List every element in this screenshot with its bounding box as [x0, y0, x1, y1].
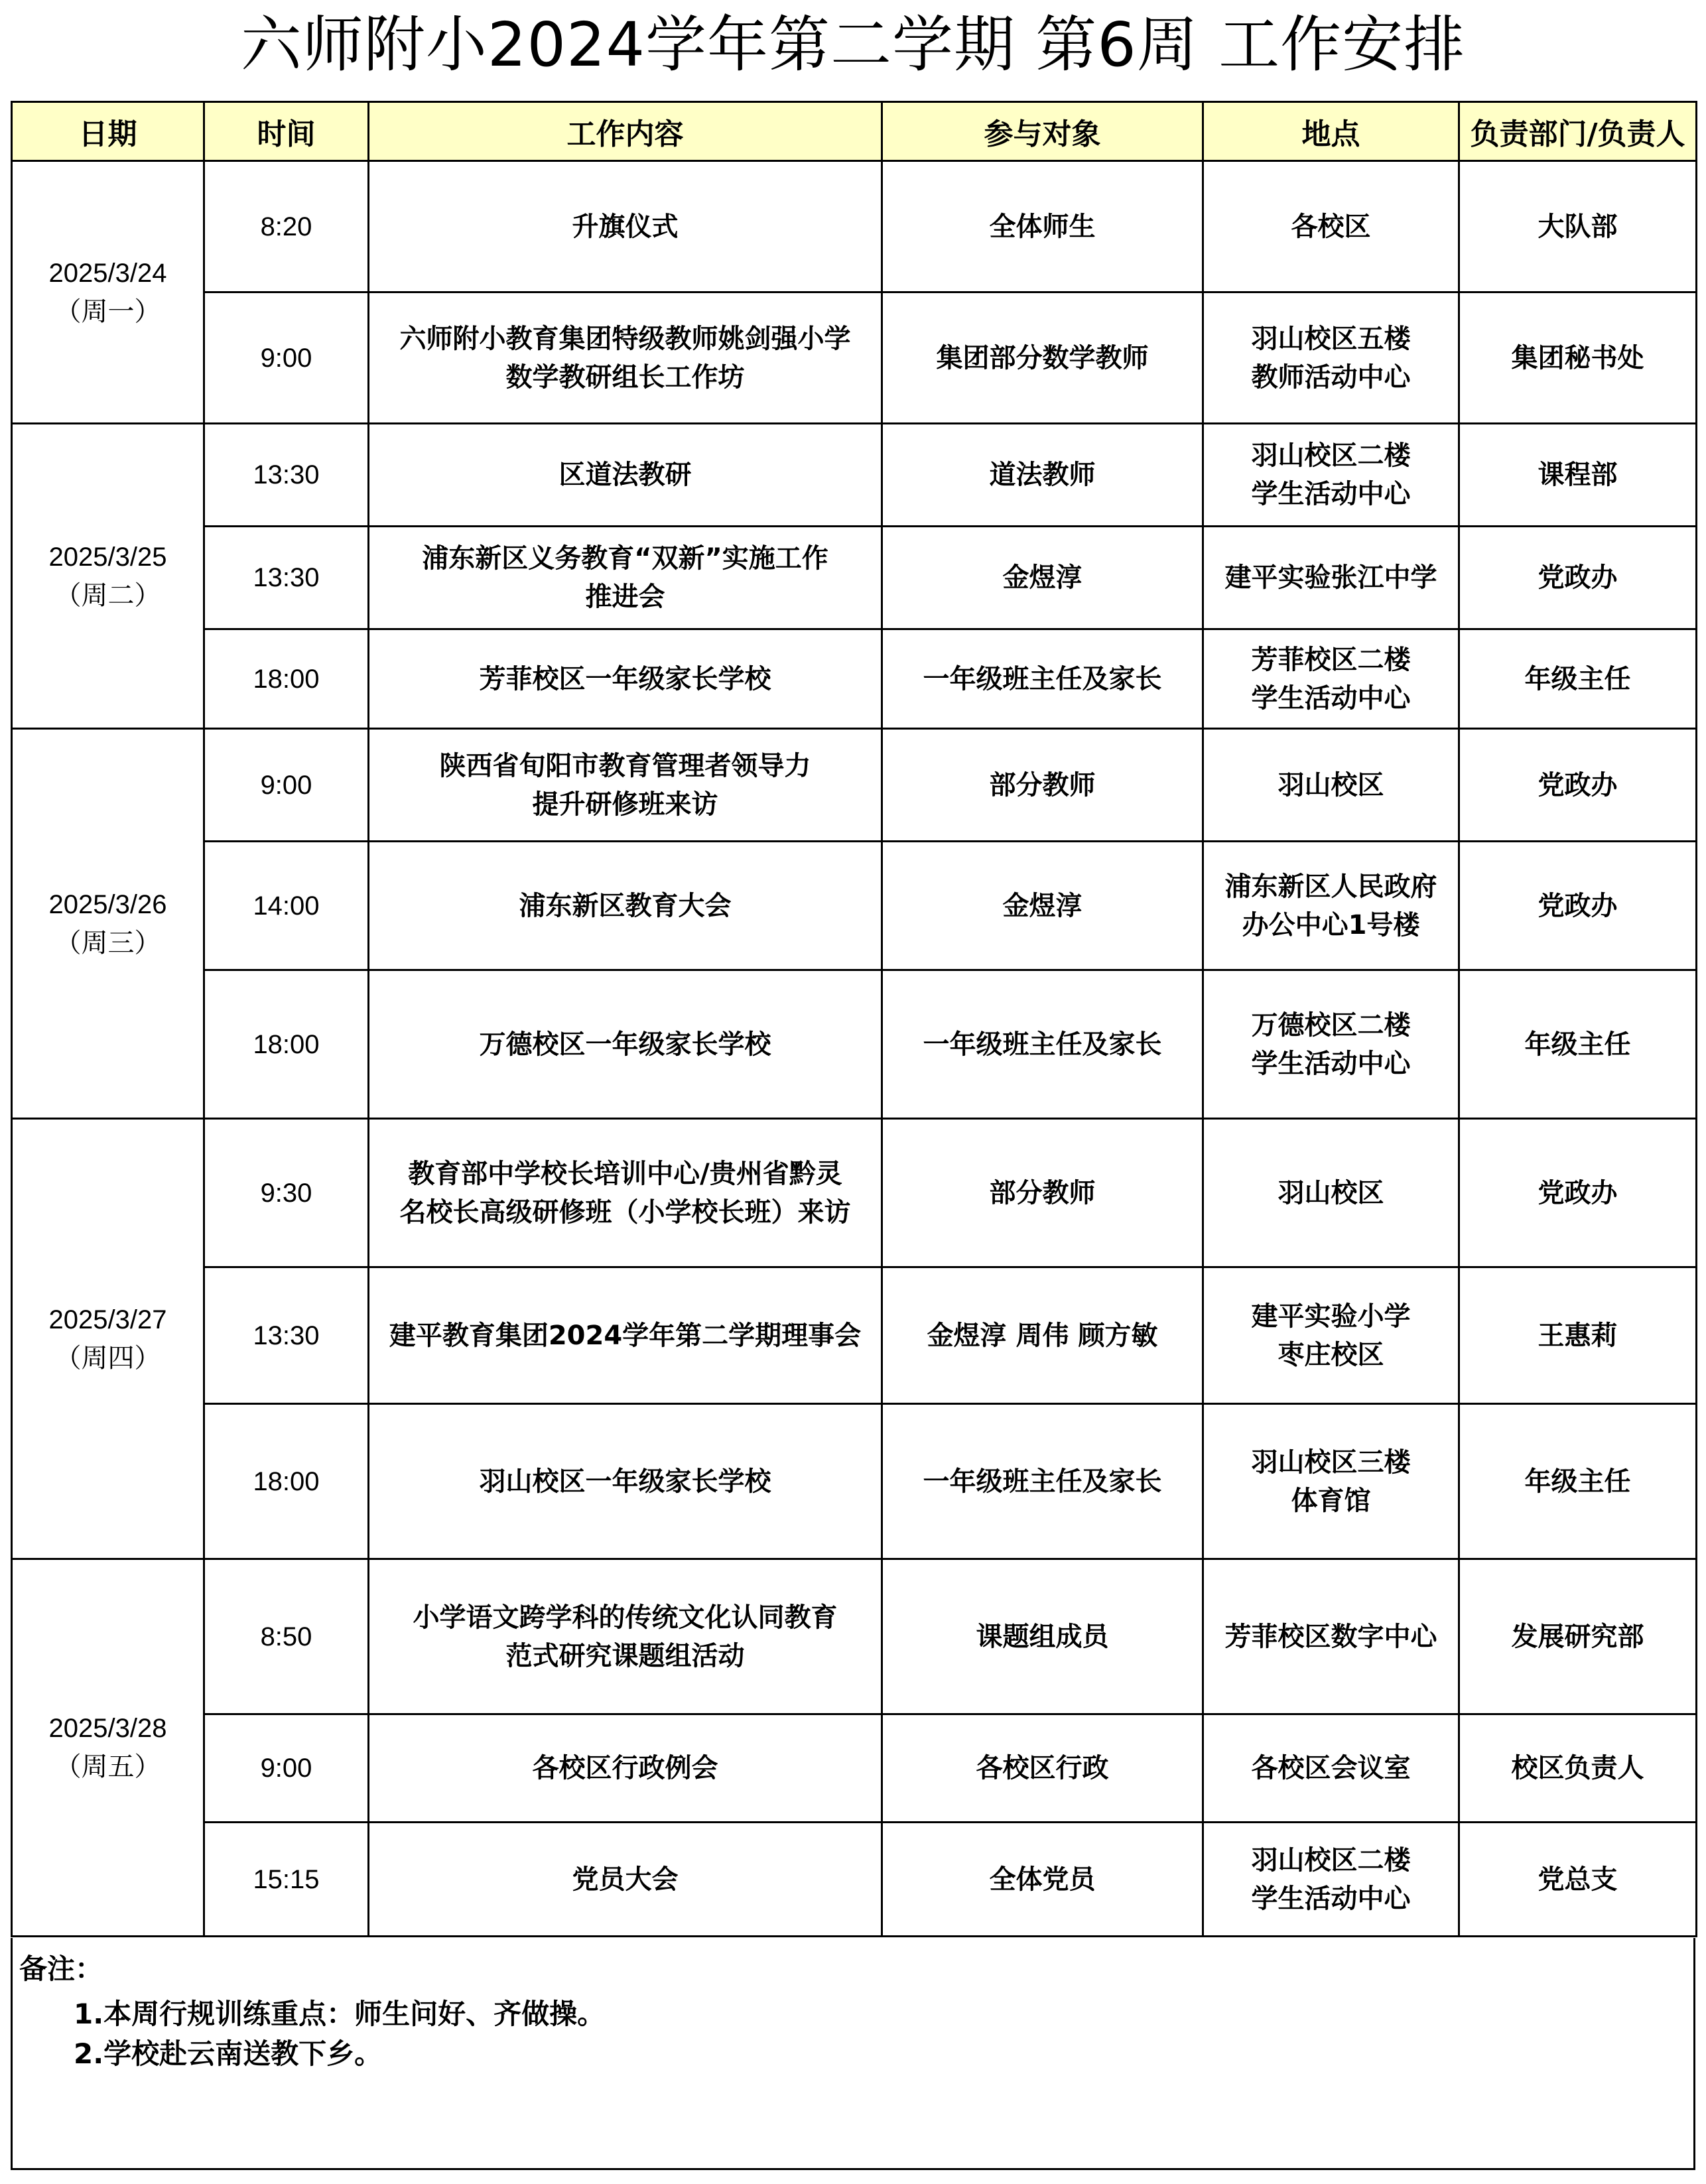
weekday-text: （周三）: [54, 928, 161, 958]
header-time: 时间: [204, 102, 369, 161]
owner-cell-line: 集团秘书处: [1511, 342, 1644, 373]
owner-cell-line: 党总支: [1538, 1864, 1618, 1895]
owner-cell: [1459, 1714, 1697, 1823]
location-cell: [1203, 161, 1459, 292]
content-cell-line: 名校长高级研修班（小学校长班）来访: [399, 1196, 851, 1228]
time-cell: 15:15: [204, 1823, 369, 1937]
owner-cell: [1459, 1559, 1697, 1714]
location-cell-line: 教师活动中心: [1251, 361, 1411, 393]
table-row: [12, 424, 1697, 527]
content-cell-line: 区道法教研: [558, 460, 692, 490]
time-cell: 9:30: [204, 1119, 369, 1267]
owner-cell: [1459, 1823, 1697, 1937]
location-cell-line: 枣庄校区: [1278, 1339, 1384, 1370]
owner-cell-line: 党政办: [1538, 769, 1618, 801]
location-cell-line: 羽山校区二楼: [1251, 1844, 1411, 1876]
participants-cell-line: 一年级班主任及家长: [923, 1029, 1162, 1060]
participants-cell: [882, 1267, 1203, 1404]
owner-cell: [1459, 527, 1697, 629]
header-location: 地点: [1203, 102, 1459, 161]
content-cell: [369, 729, 882, 842]
header-row: [12, 102, 1697, 161]
owner-cell-line: 王惠莉: [1538, 1320, 1618, 1351]
participants-cell: [882, 970, 1203, 1119]
participants-cell-line: 各校区行政: [976, 1753, 1109, 1783]
header-date: 日期: [12, 102, 204, 161]
note-item: 1.本周行规训练重点：师生问好、齐做操。: [74, 1998, 606, 2030]
location-cell: [1203, 424, 1459, 527]
location-cell-line: 羽山校区: [1278, 1177, 1384, 1208]
location-cell-line: 浦东新区人民政府: [1224, 871, 1437, 902]
time-cell: 9:00: [204, 1714, 369, 1823]
participants-cell: [882, 161, 1203, 292]
location-cell: [1203, 292, 1459, 424]
owner-cell: [1459, 1119, 1697, 1267]
content-cell-line: 浦东新区义务教育“双新”实施工作: [422, 543, 828, 574]
content-cell-line: 各校区行政例会: [532, 1753, 718, 1783]
table-row: [12, 161, 1697, 292]
owner-cell-line: 校区负责人: [1511, 1753, 1644, 1783]
content-cell: [369, 1714, 882, 1823]
time-cell: 13:30: [204, 424, 369, 527]
content-cell: [369, 1267, 882, 1404]
participants-cell: [882, 1119, 1203, 1267]
table-row: [12, 629, 1697, 729]
table-row: [12, 1714, 1697, 1823]
date-text: 2025/3/24: [48, 258, 167, 288]
location-cell: [1203, 1823, 1459, 1937]
table-row: [12, 1823, 1697, 1937]
participants-cell-line: 全体党员: [989, 1864, 1096, 1895]
location-cell-line: 羽山校区五楼: [1251, 323, 1411, 354]
time-cell: 18:00: [204, 970, 369, 1119]
location-cell-line: 办公中心1号楼: [1242, 909, 1420, 940]
location-cell: [1203, 729, 1459, 842]
schedule-body: [12, 161, 1697, 1937]
owner-cell: [1459, 842, 1697, 970]
table-row: [12, 970, 1697, 1119]
location-cell: [1203, 1559, 1459, 1714]
participants-cell: [882, 424, 1203, 527]
location-cell-line: 建平实验张江中学: [1224, 562, 1437, 593]
time-cell: 18:00: [204, 629, 369, 729]
schedule-table: [11, 101, 1697, 1937]
time-cell: 14:00: [204, 842, 369, 970]
participants-cell: [882, 527, 1203, 629]
content-cell: [369, 1823, 882, 1937]
content-cell: [369, 292, 882, 424]
notes-label: 备注：: [19, 1953, 103, 1985]
owner-cell: [1459, 161, 1697, 292]
owner-cell-line: 党政办: [1538, 890, 1618, 921]
location-cell-line: 建平实验小学: [1251, 1301, 1411, 1332]
notes-section: [11, 1938, 1695, 2170]
content-cell-line: 六师附小教育集团特级教师姚剑强小学: [399, 323, 851, 354]
date-text: 2025/3/26: [48, 889, 167, 919]
owner-cell-line: 年级主任: [1524, 1466, 1631, 1497]
owner-cell-line: 年级主任: [1524, 663, 1631, 694]
table-row: [12, 1119, 1697, 1267]
time-cell: 9:00: [204, 292, 369, 424]
time-cell: 8:50: [204, 1559, 369, 1714]
owner-cell-line: 课程部: [1538, 460, 1618, 490]
location-cell-line: 羽山校区: [1278, 769, 1384, 801]
content-cell: [369, 842, 882, 970]
time-cell: 9:00: [204, 729, 369, 842]
owner-cell: [1459, 1267, 1697, 1404]
content-cell-line: 党员大会: [572, 1864, 679, 1895]
weekday-text: （周四）: [54, 1343, 161, 1373]
participants-cell-line: 道法教师: [989, 460, 1096, 490]
participants-cell: [882, 842, 1203, 970]
date-text: 2025/3/28: [48, 1714, 167, 1743]
owner-cell: [1459, 292, 1697, 424]
weekday-text: （周五）: [54, 1752, 161, 1781]
time-cell: 13:30: [204, 1267, 369, 1404]
location-cell-line: 各校区: [1291, 211, 1371, 242]
header-content: 工作内容: [369, 102, 882, 161]
location-cell-line: 学生活动中心: [1251, 479, 1411, 509]
weekday-text: （周一）: [54, 296, 161, 326]
participants-cell: [882, 1823, 1203, 1937]
table-row: [12, 1559, 1697, 1714]
participants-cell-line: 一年级班主任及家长: [923, 1466, 1162, 1497]
weekday-text: （周二）: [54, 580, 161, 610]
note-item: 2.学校赴云南送教下乡。: [74, 2037, 383, 2070]
location-cell-line: 羽山校区二楼: [1251, 440, 1411, 471]
content-cell: [369, 1119, 882, 1267]
owner-cell: [1459, 729, 1697, 842]
owner-cell: [1459, 1404, 1697, 1559]
participants-cell-line: 课题组成员: [976, 1621, 1109, 1652]
content-cell-line: 羽山校区一年级家长学校: [479, 1466, 771, 1497]
date-text: 2025/3/27: [48, 1305, 167, 1334]
participants-cell-line: 全体师生: [989, 211, 1096, 242]
time-cell: 18:00: [204, 1404, 369, 1559]
location-cell: [1203, 842, 1459, 970]
content-cell-line: 建平教育集团2024学年第二学期理事会: [389, 1320, 862, 1351]
content-cell: [369, 161, 882, 292]
content-cell-line: 提升研修班来访: [532, 789, 718, 820]
owner-cell-line: 发展研究部: [1511, 1621, 1644, 1652]
location-cell: [1203, 527, 1459, 629]
participants-cell-line: 一年级班主任及家长: [923, 663, 1162, 694]
participants-cell: [882, 729, 1203, 842]
header-owner: 负责部门/负责人: [1459, 102, 1697, 161]
owner-cell-line: 大队部: [1538, 211, 1618, 242]
page-title: 六师附小2024学年第二学期 第6周 工作安排: [240, 9, 1466, 80]
content-cell-line: 小学语文跨学科的传统文化认同教育: [413, 1602, 838, 1633]
content-cell: [369, 629, 882, 729]
owner-cell-line: 党政办: [1538, 562, 1618, 593]
header-participants: 参与对象: [882, 102, 1203, 161]
location-cell: [1203, 1404, 1459, 1559]
location-cell-line: 各校区会议室: [1251, 1753, 1411, 1783]
table-row: [12, 1267, 1697, 1404]
owner-cell-line: 党政办: [1538, 1177, 1618, 1208]
content-cell-line: 陕西省旬阳市教育管理者领导力: [439, 750, 811, 781]
location-cell-line: 体育馆: [1291, 1485, 1371, 1516]
content-cell-line: 范式研究课题组活动: [505, 1640, 745, 1671]
participants-cell-line: 金煜淳 周伟 顾方敏: [927, 1320, 1158, 1351]
content-cell-line: 浦东新区教育大会: [519, 890, 732, 921]
date-cell: [12, 424, 204, 729]
date-cell: [12, 1119, 204, 1559]
date-cell: [12, 1559, 204, 1937]
location-cell-line: 学生活动中心: [1251, 1883, 1411, 1914]
location-cell: [1203, 1267, 1459, 1404]
owner-cell: [1459, 424, 1697, 527]
content-cell-line: 数学教研组长工作坊: [505, 361, 745, 393]
location-cell-line: 羽山校区三楼: [1251, 1446, 1411, 1478]
date-text: 2025/3/25: [48, 542, 167, 572]
content-cell-line: 教育部中学校长培训中心/贵州省黔灵: [408, 1158, 842, 1189]
participants-cell-line: 集团部分数学教师: [936, 342, 1149, 373]
location-cell-line: 芳菲校区数字中心: [1224, 1621, 1437, 1652]
content-cell: [369, 1559, 882, 1714]
participants-cell: [882, 1714, 1203, 1823]
participants-cell: [882, 1404, 1203, 1559]
table-row: [12, 729, 1697, 842]
table-row: [12, 527, 1697, 629]
owner-cell-line: 年级主任: [1524, 1029, 1631, 1060]
location-cell: [1203, 1119, 1459, 1267]
table-row: [12, 842, 1697, 970]
content-cell: [369, 424, 882, 527]
content-cell-line: 推进会: [585, 582, 665, 612]
location-cell-line: 万德校区二楼: [1251, 1009, 1411, 1041]
participants-cell-line: 部分教师: [989, 1177, 1096, 1208]
table-row: [12, 1404, 1697, 1559]
location-cell: [1203, 1714, 1459, 1823]
content-cell-line: 升旗仪式: [572, 211, 679, 242]
participants-cell: [882, 1559, 1203, 1714]
location-cell-line: 芳菲校区二楼: [1251, 644, 1411, 675]
content-cell-line: 万德校区一年级家长学校: [479, 1029, 771, 1060]
participants-cell-line: 部分教师: [989, 769, 1096, 801]
participants-cell-line: 金煜淳: [1002, 890, 1083, 921]
participants-cell: [882, 629, 1203, 729]
time-cell: 8:20: [204, 161, 369, 292]
location-cell-line: 学生活动中心: [1251, 682, 1411, 714]
location-cell-line: 学生活动中心: [1251, 1048, 1411, 1079]
content-cell: [369, 1404, 882, 1559]
date-cell: [12, 729, 204, 1119]
time-cell: 13:30: [204, 527, 369, 629]
content-cell: [369, 970, 882, 1119]
owner-cell: [1459, 970, 1697, 1119]
date-cell: [12, 161, 204, 424]
content-cell-line: 芳菲校区一年级家长学校: [479, 663, 771, 694]
table-row: [12, 292, 1697, 424]
owner-cell: [1459, 629, 1697, 729]
location-cell: [1203, 629, 1459, 729]
participants-cell-line: 金煜淳: [1002, 562, 1083, 593]
participants-cell: [882, 292, 1203, 424]
content-cell: [369, 527, 882, 629]
location-cell: [1203, 970, 1459, 1119]
